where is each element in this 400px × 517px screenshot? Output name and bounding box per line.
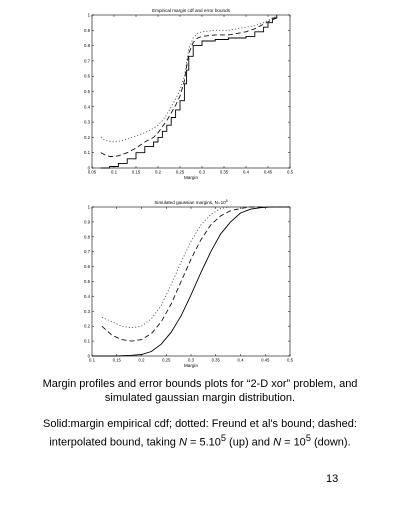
x-tick-label: 0.25 <box>162 357 171 363</box>
plot-frame <box>92 207 290 356</box>
x-tick-label: 0.05 <box>87 169 97 175</box>
x-tick-label: 0.5 <box>287 357 293 363</box>
caption-line-2: simulated gaussian margin distribution. <box>104 391 296 404</box>
y-tick-label: 0 <box>87 165 90 171</box>
y-tick-label: 0.2 <box>84 134 90 140</box>
x-tick-label: 0.2 <box>155 169 161 175</box>
caption-exp-1: 5 <box>220 432 226 443</box>
chart-1 <box>84 8 294 180</box>
series-solid-line <box>101 15 277 168</box>
series-dotted-line <box>101 17 277 143</box>
caption-N-2: N <box>273 436 282 449</box>
x-tick-label: 0.2 <box>138 357 145 363</box>
x-axis-label: Margin <box>183 363 199 368</box>
y-tick-label: 0.1 <box>84 338 90 344</box>
caption-end: (down). <box>310 436 351 449</box>
caption-line-4-text: interpolated bound, taking <box>49 436 179 449</box>
page-number: 13 <box>326 473 339 485</box>
y-tick-label: 0.3 <box>84 119 90 125</box>
figure-legend-caption <box>20 418 380 450</box>
y-tick-label: 0.7 <box>84 58 90 64</box>
y-tick-label: 0.5 <box>84 89 90 94</box>
caption-line-1: Margin profiles and error bounds plots for “2-D xor” problem, and <box>42 378 358 390</box>
x-tick-label: 0.4 <box>243 169 249 175</box>
caption-exp-2: 5 <box>305 432 311 443</box>
chart-title: Empirical margin cdf and error bounds <box>152 8 230 13</box>
series-dashed-line <box>102 207 290 341</box>
x-tick-label: 0.35 <box>211 357 220 363</box>
x-tick-label: 0.3 <box>199 169 205 175</box>
x-tick-label: 0.1 <box>111 169 117 175</box>
x-tick-label: 0.4 <box>237 357 244 363</box>
series-dashed-line <box>101 18 277 156</box>
y-tick-label: 0.7 <box>84 249 90 255</box>
x-tick-label: 0.45 <box>261 357 270 363</box>
y-tick-label: 0.9 <box>84 219 90 225</box>
y-tick-label: 0.9 <box>84 27 90 33</box>
x-tick-label: 0.15 <box>131 169 141 175</box>
caption-line-3: Solid:margin empirical cdf; dotted: Freund et al's bound; dashed: <box>43 418 357 430</box>
y-tick-label: 0 <box>87 353 90 359</box>
y-tick-label: 0.5 <box>84 279 90 284</box>
x-tick-label: 0.25 <box>175 169 185 175</box>
caption-mid: (up) and <box>225 436 274 449</box>
y-tick-label: 0.2 <box>84 323 90 329</box>
y-tick-label: 0.1 <box>84 150 90 156</box>
x-tick-label: 0.15 <box>112 357 121 363</box>
caption-eq-2: = 10 <box>281 436 306 449</box>
y-tick-label: 1 <box>87 204 90 210</box>
y-tick-label: 0.8 <box>84 43 90 49</box>
caption-N-1: N <box>178 436 187 449</box>
y-tick-label: 0.6 <box>84 264 90 270</box>
series-solid-line <box>92 207 290 356</box>
x-tick-label: 0.35 <box>219 169 229 175</box>
chart-title-sup: 5 <box>225 199 228 204</box>
y-tick-label: 0.4 <box>84 104 90 110</box>
x-tick-label: 0.45 <box>263 169 273 175</box>
plot-frame <box>92 15 290 168</box>
caption-eq-1: = 5.10 <box>186 436 221 449</box>
chart-2 <box>84 199 294 368</box>
y-tick-label: 0.4 <box>84 293 90 299</box>
chart-title: Simulated gaussian margins, $N=10^5$ <box>154 199 228 205</box>
y-tick-label: 0.6 <box>84 73 90 79</box>
y-tick-label: 0.3 <box>84 308 90 314</box>
figure-caption <box>20 378 380 405</box>
x-tick-label: 0.3 <box>188 357 194 363</box>
x-tick-label: 0.5 <box>287 169 293 175</box>
y-tick-label: 1 <box>87 12 90 18</box>
x-axis-label: Margin <box>183 175 199 180</box>
y-tick-label: 0.8 <box>84 234 90 240</box>
x-tick-label: 0.1 <box>89 357 95 363</box>
